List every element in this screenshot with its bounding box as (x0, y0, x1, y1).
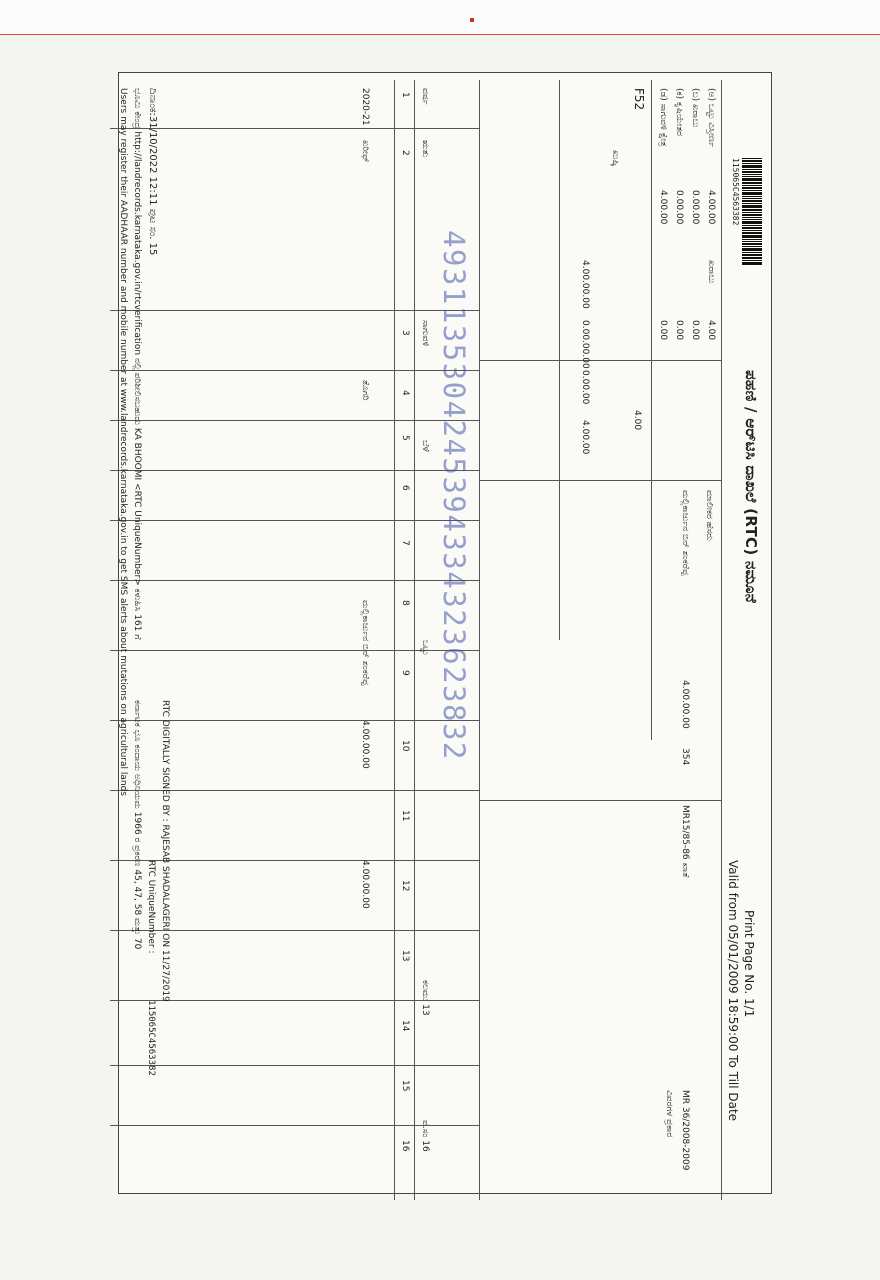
footer-verification-line: ಭೂಮಿ ಕೇಂದ್ರ http://landrecords.karnataka.gov.in/rtcverification ನಲ್ಲಿ ಪರಿಶೀಲಿಸಬಹುದು KA BHOOMI <RTC UniqueNumber> ಕಳುಹಿಸಿ 161 ಗೆ (132, 88, 142, 640)
soil-value-2: 0.00.00.00 (580, 320, 590, 369)
crop-num-16: 16 (400, 1140, 410, 1152)
verification-watermark: 4931135304245394334323623832 (437, 230, 471, 761)
crop-col-label-16: ಪ.ಸಂ 16 (420, 1120, 430, 1152)
crop-entry-area: 4.00.00.00 (360, 720, 370, 769)
survey-row-1-value: 4.00.00 (706, 190, 716, 225)
crop-head-rule (414, 80, 415, 1200)
left-value-3: 0.00 (674, 320, 684, 341)
left-value-4: 0.00 (658, 320, 668, 341)
crop-grid-7 (110, 580, 480, 581)
crop-grid-14 (110, 1065, 480, 1066)
crop-num-rule (394, 80, 395, 1200)
crop-num-1: 1 (400, 92, 410, 98)
valid-period: Valid from 05/01/2009 18:59:00 To Till Date (726, 860, 740, 1122)
crop-num-3: 3 (400, 330, 410, 336)
print-page-number: Print Page No. 1/1 (742, 910, 756, 1018)
crop-col-label-4: ಸಾಗುವಳಿ (420, 320, 430, 347)
unique-number-label: RTC UniqueNumber : (146, 860, 156, 954)
crop-num-7: 7 (400, 540, 410, 546)
survey-row-3-label: (ಕ) ಕೃಷಿಯೇತರ (674, 88, 684, 136)
owner-mr-number: MR 36/2008-2009 (680, 1090, 690, 1171)
crop-num-9: 9 (400, 670, 410, 676)
crop-col-label-13: ಕಲಮು 13 (420, 980, 430, 1016)
crop-num-12: 12 (400, 880, 410, 892)
crop-grid-3 (110, 370, 480, 371)
rtc-rotated-content (110, 80, 770, 1200)
survey-rule (651, 80, 652, 740)
footer-sms-line: Users may register their AADHAAR number and mobile number at www.landrecords.karnataka.gov.in to get SMS alerts about mutations on agricultural lands (118, 88, 128, 796)
left-value-1: 4.00 (706, 320, 716, 341)
survey-row-2-label: (ಬ) ಖರಾಬು (690, 88, 700, 128)
survey-row-4-value: 4.00.00 (658, 190, 668, 225)
survey-row-2-value: 0.00.00 (690, 190, 700, 225)
crop-grid-5 (110, 470, 480, 471)
crop-num-6: 6 (400, 485, 410, 491)
col-divider-1 (480, 360, 722, 361)
crop-entry-area2: 4.00.00.00 (360, 860, 370, 909)
crop-grid-6 (110, 520, 480, 521)
col-divider-3 (480, 800, 722, 801)
crop-num-10: 10 (400, 740, 410, 752)
digital-signature: RTC DIGITALLY SIGNED BY : RAJESAB SHADALAGERI ON 11/27/2019 (160, 700, 170, 1002)
soil-code: F52 (632, 88, 646, 111)
survey-row-1-label: (ಅ) ಒಟ್ಟು ವಿಸ್ತೀರ್ಣ (706, 88, 716, 148)
crop-col-label-8: ಬೆಳೆ (420, 440, 430, 452)
owner-heading: ಮಾಲೀಕರ ಹೆಸರು (704, 490, 714, 541)
crop-entry-crop: ತೊಗರಿ (360, 380, 370, 401)
unique-number-value: 115065C4563382 (146, 1000, 156, 1076)
crop-num-11: 11 (400, 810, 410, 822)
soil-value-3: 0.00.00 (580, 370, 590, 405)
soil-land-type: ಖುಷ್ಕಿ (610, 150, 620, 167)
col-divider-2 (480, 480, 722, 481)
soil-value-1: 4.00.00.00 (580, 260, 590, 309)
crop-num-8: 8 (400, 600, 410, 606)
crop-col-label-1: ವರ್ಷ (420, 88, 430, 105)
owner-remarks: ವಿವರಗಳ ಪ್ರಕಾರ (664, 1090, 674, 1138)
owner-area: 4.00.00.00 (680, 680, 690, 729)
owner-khata: 354 (680, 748, 690, 766)
crop-num-13: 13 (400, 950, 410, 962)
crop-entry-owner: ಮಲ್ಲಿಕಾರ್ಜುನ ಬಿನ್ ಶಂಕರೆಪ್ಪ (360, 600, 370, 686)
crop-col-label-10: ಒಟ್ಟು (420, 640, 430, 656)
crop-num-15: 15 (400, 1080, 410, 1092)
crop-num-5: 5 (400, 435, 410, 441)
crop-grid-2 (110, 310, 480, 311)
crop-col-label-2: ಋತು (420, 140, 430, 158)
mid-rule (479, 80, 480, 1200)
crop-grid-1 (110, 128, 480, 129)
page-title: ಪಹಣಿ / ಆರ್‌ಟಿಸಿ ದಾಖಲೆ (RTC) ನಮೂನೆ (742, 370, 760, 604)
act-reference: ಕರ್ನಾಟಕ ಭೂ ಕಂದಾಯ ಅಧಿನಿಯಮ 1966 ರ ಪ್ರಕರಣ 45, 47, 58 ಮತ್ತು 70 (132, 700, 142, 950)
crop-num-14: 14 (400, 1020, 410, 1032)
barcode-number: 115065C4563382 (731, 158, 740, 226)
crop-entry-year: 2020-21 (360, 88, 370, 126)
soil-total: 4.00 (632, 410, 642, 431)
left-value-2: 0.00 (690, 320, 700, 341)
survey-row-3-value: 0.00.00 (674, 190, 684, 225)
red-tick-mark (470, 18, 474, 22)
owner-name: ಮಲ್ಲಿಕಾರ್ಜುನ ಬಿನ್ ಶಂಕರೆಪ್ಪ (680, 490, 690, 576)
survey-row-4-label: (ಡ) ಸಾಗುವಳಿ ಕ್ಷೇತ್ರ (658, 88, 668, 147)
header-rule (721, 80, 722, 1200)
crop-grid-8 (110, 650, 480, 651)
page-top-edge (0, 0, 880, 35)
crop-num-4: 4 (400, 390, 410, 396)
crop-grid-4 (110, 420, 480, 421)
crop-num-2: 2 (400, 150, 410, 156)
crop-entry-season: ಖರೀಫ್ (360, 140, 370, 163)
soil-value-4: 4.00.00 (580, 420, 590, 455)
barcode-image (742, 158, 762, 266)
kharab-label: ಖರಾಬು (706, 260, 716, 284)
owner-mutation: MR15/85-86 ಖಾತೆ (680, 805, 690, 878)
crop-grid-15 (110, 1125, 480, 1126)
footer-date-line: ದಿನಾಂಕ:31/10/2022 12:11 ಪುಟ ಸಂ. 15 (147, 88, 158, 256)
